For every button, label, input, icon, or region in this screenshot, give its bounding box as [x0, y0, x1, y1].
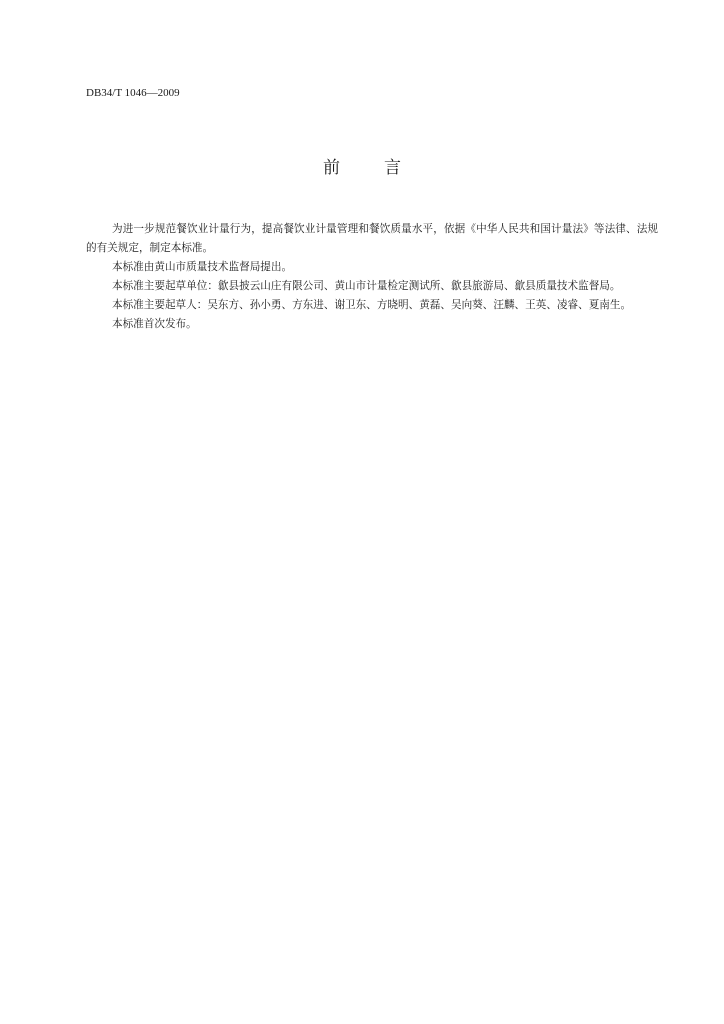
foreword-body [86, 220, 658, 334]
paragraph-drafters: 本标准主要起草人：吴东方、孙小勇、方东进、谢卫东、方晓明、黄磊、吴向葵、汪麟、王英、凌睿、夏南生。 [112, 299, 632, 311]
paragraph-first-release: 本标准首次发布。 [112, 318, 197, 330]
document-code: DB34/T 1046—2009 [86, 87, 180, 99]
title-char-2: 言 [384, 158, 401, 178]
title-char-1: 前 [323, 158, 340, 178]
paragraph-proposer: 本标准由黄山市质量技术监督局提出。 [112, 261, 293, 273]
page-title [0, 156, 724, 180]
paragraph-drafting-units: 本标准主要起草单位：歙县披云山庄有限公司、黄山市计量检定测试所、歙县旅游局、歙县质量技术监督局。 [112, 280, 621, 292]
paragraph-purpose: 为进一步规范餐饮业计量行为，提高餐饮业计量管理和餐饮质量水平，依据《中华人民共和国计量法》等法律、法规的有关规定，制定本标准。 [86, 223, 658, 254]
